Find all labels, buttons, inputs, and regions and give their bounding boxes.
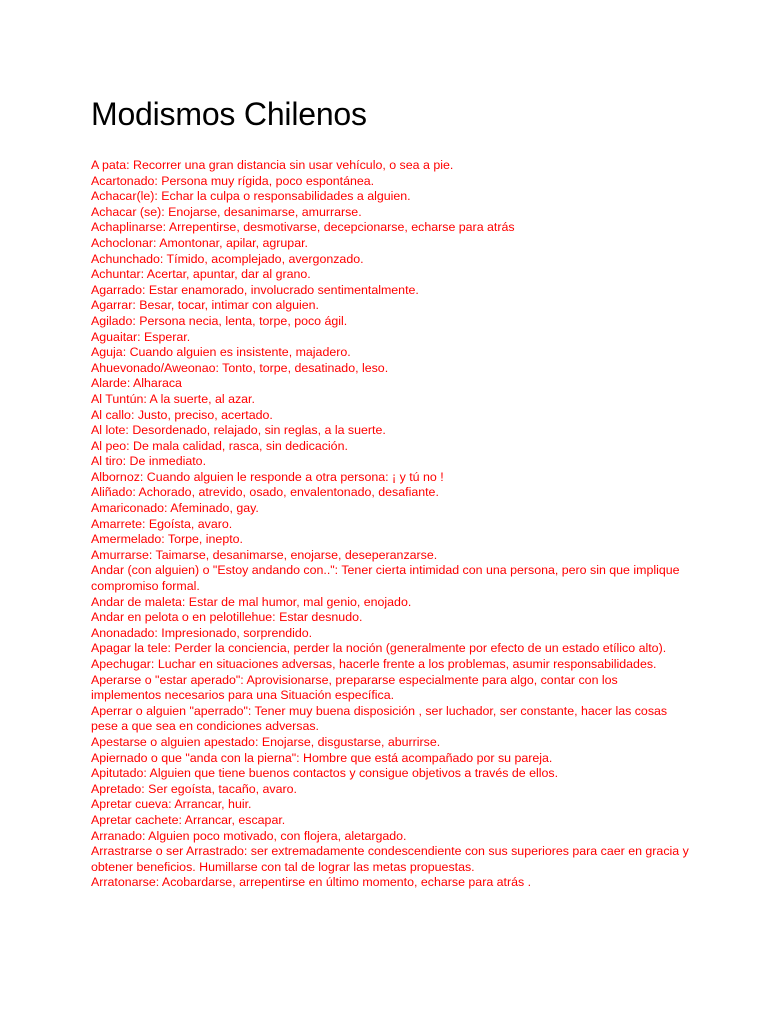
idiom-entry: Apagar la tele: Perder la conciencia, perder la noción (generalmente por efecto de un estado etílico alto). xyxy=(91,641,667,656)
idiom-entry: Aperarse o "estar aperado": Aprovisionarse, prepararse especialmente para algo, contar con los implementos necesarios para una Situación específica. xyxy=(91,672,618,703)
idiom-entry: Achaplinarse: Arrepentirse, desmotivarse, decepcionarse, echarse para atrás xyxy=(91,220,515,235)
idiom-entry: Apretar cachete: Arrancar, escapar. xyxy=(91,812,286,827)
idiom-entry: Apechugar: Luchar en situaciones adversas, hacerle frente a los problemas, asumir responsabilidades. xyxy=(91,657,657,671)
idiom-entry: Arrastrarse o ser Arrastrado: ser extremadamente condescendiente con sus superiores para caer en gracia y obtener beneficios. Humillarse con tal de lograr las metas propuestas. xyxy=(91,844,689,874)
idiom-entry: Amariconado: Afeminado, gay. xyxy=(91,501,259,516)
idiom-entry: Agarrar: Besar, tocar, intimar con alguien. xyxy=(91,298,319,313)
idiom-entry: Arratonarse: Acobardarse, arrepentirse en último momento, echarse para atrás . xyxy=(91,875,532,890)
idiom-entry: Ahuevonado/Aweonao: Tonto, torpe, desatinado, leso. xyxy=(91,360,389,375)
document-page xyxy=(91,96,691,891)
idiom-entry: Apiernado o que "anda con la pierna": Hombre que está acompañado por su pareja. xyxy=(91,750,553,765)
idiom-entry: Al peo: De mala calidad, rasca, sin dedicación. xyxy=(91,438,348,453)
idiom-entry: Al lote: Desordenado, relajado, sin reglas, a la suerte. xyxy=(91,423,386,438)
idiom-entry: Apitutado: Alguien que tiene buenos contactos y consigue objetivos a través de ellos. xyxy=(91,766,559,781)
idiom-entry: Amermelado: Torpe, inepto. xyxy=(91,532,243,547)
idiom-entry: Arranado: Alguien poco motivado, con flojera, aletargado. xyxy=(91,828,407,843)
idiom-entry: Achacar(le): Echar la culpa o responsabilidades a alguien. xyxy=(91,189,411,204)
idiom-entry: A pata: Recorrer una gran distancia sin usar vehículo, o sea a pie. xyxy=(91,158,454,172)
idiom-entry: Apretar cueva: Arrancar, huir. xyxy=(91,797,252,812)
idiom-entry: Achoclonar: Amontonar, apilar, agrupar. xyxy=(91,235,308,250)
idiom-entry: Amarrete: Egoísta, avaro. xyxy=(91,516,233,531)
idiom-entry: Al Tuntún: A la suerte, al azar. xyxy=(91,391,255,406)
idiom-entry: Amurrarse: Taimarse, desanimarse, enojarse, deseperanzarse. xyxy=(91,547,438,562)
idiom-entry: Al tiro: De inmediato. xyxy=(91,454,207,469)
idiom-entry: Aguja: Cuando alguien es insistente, majadero. xyxy=(91,345,351,360)
idiom-entry: Al callo: Justo, preciso, acertado. xyxy=(91,407,273,422)
idiom-entry: Agilado: Persona necia, lenta, torpe, poco ágil. xyxy=(91,313,348,328)
idiom-entry: Achunchado: Tímido, acomplejado, avergonzado. xyxy=(91,251,364,266)
idiom-entry: Acartonado: Persona muy rígida, poco espontánea. xyxy=(91,173,375,188)
idiom-entry: Aliñado: Achorado, atrevido, osado, envalentonado, desafiante. xyxy=(91,485,439,500)
idiom-entry: Alarde: Alharaca xyxy=(91,376,182,391)
idiom-list xyxy=(91,158,691,891)
idiom-entry: Andar en pelota o en pelotillehue: Estar desnudo. xyxy=(91,610,363,625)
idiom-entry: Apestarse o alguien apestado: Enojarse, disgustarse, aburrirse. xyxy=(91,734,441,749)
idiom-entry: Aperrar o alguien "aperrado": Tener muy buena disposición , ser luchador, ser constante, hacer las cosas pese a que sea en condiciones adversas. xyxy=(91,703,668,734)
idiom-entry: Andar de maleta: Estar de mal humor, mal genio, enojado. xyxy=(91,594,412,609)
idiom-entry: Achuntar: Acertar, apuntar, dar al grano. xyxy=(91,267,311,282)
idiom-entry: Achacar (se): Enojarse, desanimarse, amurrarse. xyxy=(91,204,362,219)
idiom-entry: Apretado: Ser egoísta, tacaño, avaro. xyxy=(91,781,297,796)
idiom-entry: Albornoz: Cuando alguien le responde a otra persona: ¡ y tú no ! xyxy=(91,469,444,484)
idiom-entry: Aguaitar: Esperar. xyxy=(91,329,191,344)
idiom-entry: Andar (con alguien) o "Estoy andando con..": Tener cierta intimidad con una persona, pero sin que implique compromiso formal. xyxy=(91,563,680,594)
page-title: Modismos Chilenos xyxy=(91,96,367,132)
idiom-entry: Agarrado: Estar enamorado, involucrado sentimentalmente. xyxy=(91,282,419,297)
idiom-entry: Anonadado: Impresionado, sorprendido. xyxy=(91,625,313,640)
